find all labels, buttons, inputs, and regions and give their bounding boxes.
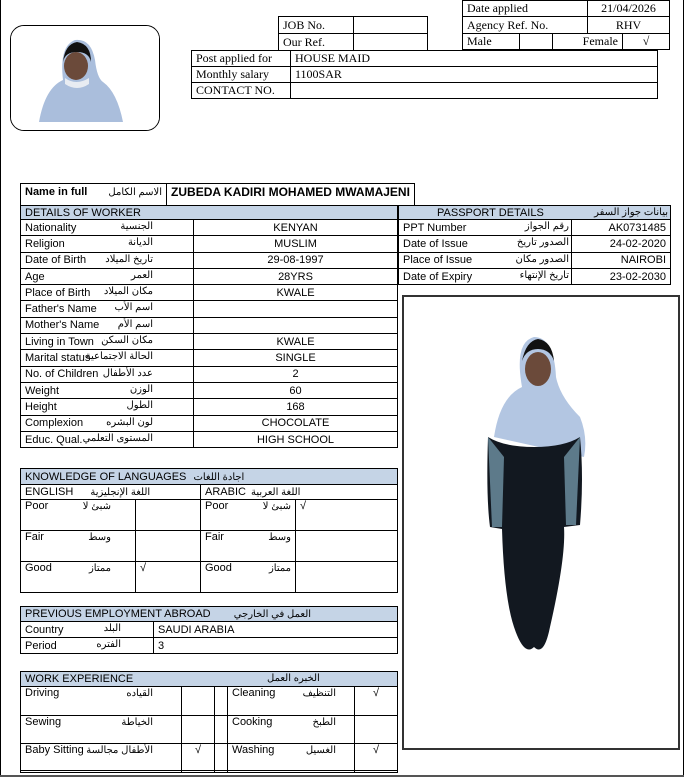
worker-row [21,317,398,333]
experience-left-check[interactable]: √ [182,744,215,773]
worker-field-label-ar: مكان الميلاد [103,286,153,298]
worker-row [21,334,398,350]
post-label: Post applied for [192,51,291,67]
employment-row [21,638,398,654]
worker-row [21,431,398,447]
name-label: Name in full [25,186,88,198]
salary-label: Monthly salary [192,67,291,83]
arabic-label-ar: اللغة العربية [251,487,301,498]
worker-field-label: Age [25,270,45,283]
worker-field-label-ar: الوزن [129,383,153,395]
experience-spacer [215,744,228,773]
english-level-label: Poor [25,500,49,512]
passport-field-label-ar: رقم الجواز [524,221,569,232]
worker-field-label: Height [25,400,57,413]
worker-field-label: Nationality [25,221,77,234]
arabic-level-label: Poor [205,500,229,512]
worker-field-label: Complexion [25,417,84,430]
passport-row [399,236,671,252]
experience-row [21,715,398,744]
arabic-level-label-ar: وسط [268,532,291,543]
female-checkbox[interactable]: √ [623,34,670,50]
experience-left-label: Sewing [25,715,62,728]
languages-title: KNOWLEDGE OF LANGUAGES [25,470,187,483]
worker-field-label-ar: عدد الأطفال [102,367,153,379]
worker-field-label-ar: لون البشره [106,416,153,428]
worker-field-label-ar: اسم الأب [114,302,153,314]
english-level-label: Good [25,562,52,574]
our-ref-label: Our Ref. [279,34,354,51]
employment-field-value: SAUDI ARABIA [154,622,398,638]
worker-field-label-ar: الديانة [127,237,153,249]
worker-row [21,220,398,236]
worker-field-value: KWALE [194,285,398,301]
languages-table [20,468,398,593]
english-level-check[interactable]: √ [136,562,201,593]
experience-right-label-ar: التنظيف [302,688,336,699]
female-label: Female [553,34,623,50]
arabic-level-check[interactable] [296,531,398,562]
worker-field-label: No. of Children [25,368,99,381]
experience-title-ar: الخبره العمل [267,673,320,684]
english-label-ar: اللغة الإنجليزية [90,487,151,498]
worker-field-label-ar: الطول [126,400,153,412]
passport-field-value: NAIROBI [572,252,671,268]
full-name-value: ZUBEDA KADIRI MOHAMED MWAMAJENI [167,184,415,206]
worker-row [21,399,398,415]
arabic-level-label: Fair [205,531,224,543]
employment-table [20,606,398,654]
experience-title: WORK EXPERIENCE [25,673,134,685]
portrait-image [11,26,159,130]
worker-row [21,366,398,382]
worker-field-label-ar: الحالة الاجتماعية [85,351,153,363]
salary-value: 1100SAR [291,67,658,83]
employment-row [21,622,398,638]
experience-right-check[interactable]: √ [355,744,398,773]
passport-field-label: PPT Number [403,221,467,234]
arabic-level-label-ar: شبئ لا [262,501,291,512]
worker-field-value: KENYAN [194,220,398,236]
arabic-label: ARABIC [205,486,246,498]
passport-field-value: 24-02-2020 [572,236,671,252]
employment-title: PREVIOUS EMPLOYMENT ABROAD [25,608,211,620]
experience-left-label: Driving [25,687,60,699]
worker-field-label: Mother's Name [25,319,100,332]
date-applied-label: Date applied [463,1,588,17]
employment-field-label-ar: الفتره [96,639,121,650]
worker-field-label: Weight [25,384,60,397]
english-level-label-ar: ممتاز [88,563,111,574]
worker-field-value: 2 [194,366,398,382]
worker-field-value: 28YRS [194,268,398,284]
worker-field-label-ar: العمر [131,269,153,281]
experience-row [21,744,398,773]
worker-row [21,285,398,301]
job-no-field[interactable] [354,17,428,34]
languages-title-ar: اجادة اللغات [193,471,245,483]
experience-right-label: Cleaning [232,687,276,699]
experience-left-label: Baby Sitting [25,744,84,756]
employment-field-label: Period [25,639,57,652]
worker-field-label-ar: مكان السكن [101,335,153,347]
worker-field-value: 29-08-1997 [194,252,398,268]
contact-label: CONTACT NO. [192,83,291,99]
english-label: ENGLISH [25,486,74,498]
employment-field-label: Country [25,623,64,636]
worker-field-value: MUSLIM [194,236,398,252]
arabic-level-check[interactable]: √ [296,500,398,531]
passport-title: PASSPORT DETAILS [437,206,544,219]
worker-field-label: Date of Birth [25,254,87,267]
worker-field-value [194,317,398,333]
employment-field-label-ar: البلد [103,623,121,634]
worker-field-value [194,301,398,317]
worker-field-value: SINGLE [194,350,398,366]
application-info-table [462,0,670,50]
worker-field-value: 168 [194,399,398,415]
agency-ref-label: Agency Ref. No. [463,17,588,34]
experience-left-check[interactable] [182,687,215,716]
full-length-image [404,297,678,748]
name-label-ar: الاسم الكامل [108,187,163,198]
passport-row [399,268,671,284]
male-checkbox[interactable] [520,34,553,50]
bottom-rule [20,770,398,771]
experience-row [21,687,398,716]
contact-value[interactable] [291,83,658,99]
experience-right-label: Cooking [232,715,273,728]
experience-left-label-ar: القياده [126,688,153,699]
worker-field-label: Religion [25,237,65,250]
name-table [20,183,415,206]
experience-spacer [215,715,228,744]
english-level-label-ar: وسط [88,532,111,543]
male-label: Male [463,34,520,50]
our-ref-field[interactable] [354,34,428,51]
worker-field-label-ar: تاريخ الميلاد [105,253,153,265]
worker-field-label-ar: المستوى التعلمي [82,432,153,444]
worker-details-table [20,205,398,448]
worker-details-title: DETAILS OF WORKER [21,206,398,220]
passport-field-label-ar: الصدور تاريخ [516,237,569,249]
language-level-row [21,500,398,531]
worker-row [21,268,398,284]
experience-left-check[interactable] [182,715,215,744]
worker-field-label-ar: الجنسية [120,221,153,232]
passport-field-label: Date of Expiry [403,270,473,283]
job-no-label: JOB No. [279,17,354,34]
experience-right-check[interactable]: √ [355,687,398,716]
passport-row [399,252,671,268]
worker-field-label: Place of Birth [25,286,91,299]
passport-field-label: Date of Issue [403,237,468,250]
passport-field-label-ar: الصدور مكان [515,253,569,265]
job-ref-table [278,16,428,51]
worker-field-label: Father's Name [25,303,97,316]
worker-field-value: KWALE [194,334,398,350]
worker-field-label-ar: اسم الأم [117,318,153,330]
worker-row [21,301,398,317]
worker-field-label: Living in Town [25,335,94,348]
worker-field-label: Marital status [25,352,91,365]
worker-field-value: CHOCOLATE [194,415,398,431]
experience-right-label-ar: الطبخ [312,716,336,728]
language-level-row [21,531,398,562]
experience-left-label-ar: الخياطة [121,716,153,728]
arabic-level-label: Good [205,562,232,574]
passport-field-value: AK0731485 [572,220,671,236]
experience-right-label-ar: الغسيل [305,745,336,756]
passport-field-value: 23-02-2030 [572,268,671,284]
arabic-level-check[interactable] [296,562,398,593]
passport-details-table [398,205,671,285]
employment-title-ar: العمل في الخارجي [233,609,312,620]
work-experience-table [20,671,398,773]
worker-row [21,415,398,431]
experience-left-label-ar: الأطفال مجالسة [86,745,153,756]
english-level-label-ar: شبئ لا [82,501,111,512]
employment-field-value: 3 [154,638,398,654]
experience-right-check[interactable] [355,715,398,744]
passport-field-label-ar: تاريخ الإنتهاء [519,269,569,281]
worker-row [21,350,398,366]
language-level-row [21,562,398,593]
agency-ref-value: RHV [587,17,669,34]
english-level-check[interactable] [136,500,201,531]
full-length-photo [402,295,680,750]
english-level-check[interactable] [136,531,201,562]
passport-photo-portrait [10,25,160,131]
worker-field-value: HIGH SCHOOL [194,431,398,447]
worker-row [21,382,398,398]
worker-field-value: 60 [194,382,398,398]
post-value: HOUSE MAID [291,51,658,67]
experience-spacer [215,687,228,716]
passport-row [399,220,671,236]
passport-field-label: Place of Issue [403,254,473,267]
english-level-label: Fair [25,531,44,543]
experience-right-label: Washing [232,744,275,756]
arabic-level-label-ar: ممتاز [268,563,291,574]
post-info-table [191,50,658,99]
worker-row [21,236,398,252]
worker-row [21,252,398,268]
date-applied-value: 21/04/2026 [587,1,669,17]
passport-title-ar: بيانات جواز السفر [594,207,668,218]
worker-field-label: Educ. Qual. [25,433,83,446]
